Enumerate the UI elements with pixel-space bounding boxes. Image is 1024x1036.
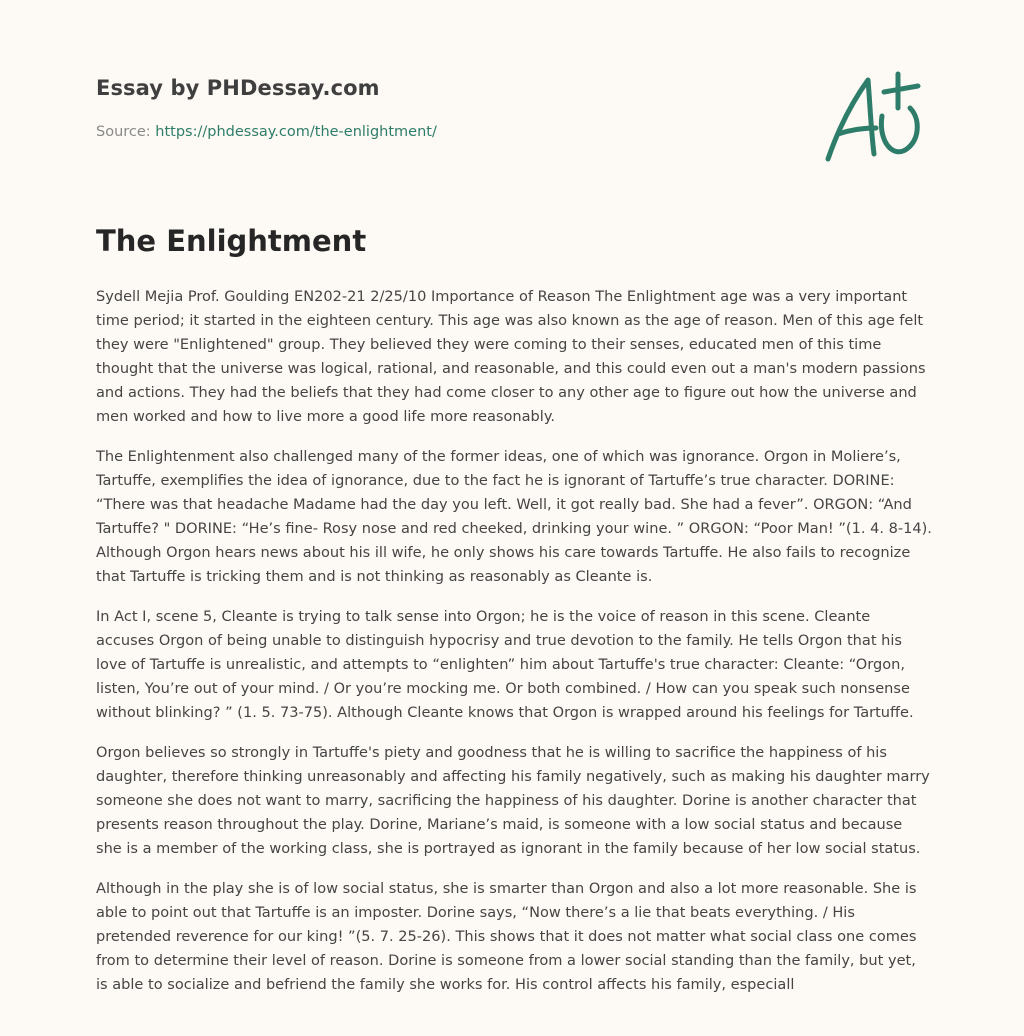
paragraph: Sydell Mejia Prof. Goulding EN202-21 2/25/10 Importance of Reason The Enlightment age was a very important time period; it started in the eighteen century. This age was also known as the age of reason. Men of this age felt they were "Enlightened" group. They believed they were coming to their senses, educated men of this time thought that the universe was logical, rational, and reasonable, and this could even out a man's modern passions and actions. They had the beliefs that they had come closer to any other age to figure out how the universe and men worked and how to live more a good life more reasonably. xyxy=(96,288,926,425)
paragraph: Orgon believes so strongly in Tartuffe's piety and goodness that he is willing to sacrifice the happiness of his daughter, therefore thinking unreasonably and affecting his family negatively, such as making his daughter marry someone she does not want to marry, sacrificing the happiness of his daughter. Dorine is another character that presents reason throughout the play. Dorine, Mariane’s maid, is someone with a low social status and because she is a member of the working class, she is portrayed as ignorant in the family because of her low social status. xyxy=(96,744,930,857)
paragraph: The Enlightenment also challenged many of the former ideas, one of which was ignorance. Orgon in Moliere’s, Tartuffe, exemplifies the idea of ignorance, due to the fact he is ignorant of Tartuffe’s true character. DORINE: “There was that headache Madame had the day you left. Well, it got really bad. She had a fever”. ORGON: “And Tartuffe? " DORINE: “He’s fine- Rosy nose and red cheeked, drinking your wine. ” ORGON: “Poor Man! ”(1. 4. 8-14). Although Orgon hears news about his ill wife, he only shows his care towards Tartuffe. He also fails to recognize that Tartuffe is tricking them and is not thinking as reasonably as Cleante is. xyxy=(96,448,932,585)
paragraph: In Act I, scene 5, Cleante is trying to talk sense into Orgon; he is the voice of reason in this scene. Cleante accuses Orgon of being unable to distinguish hypocrisy and true devotion to the family. He tells Orgon that his love of Tartuffe is unrealistic, and attempts to “enlighten” him about Tartuffe's true character: Cleante: “Orgon, listen, You’re out of your mind. / Or you’re mocking me. Or both combined. / How can you speak such nonsense without blinking? ” (1. 5. 73-75). Although Cleante knows that Orgon is wrapped around his feelings for Tartuffe. xyxy=(96,608,914,721)
source-label: Source: xyxy=(96,124,151,140)
document-title: The Enlightment xyxy=(96,224,367,258)
source-line xyxy=(96,124,437,140)
paragraph: Although in the play she is of low social status, she is smarter than Orgon and also a lot more reasonable. She is able to point out that Tartuffe is an imposter. Dorine says, “Now there’s a lie that beats everything. / His pretended reverence for our king! ”(5. 7. 25-26). This shows that it does not matter what social class one comes from to determine their level of reason. Dorine is someone from a lower social standing than the family, but yet, is able to socialize and befriend the family she works for. His control affects his family, especiall xyxy=(96,880,917,993)
a-plus-logo-icon xyxy=(824,68,928,168)
source-link[interactable]: https://phdessay.com/the-enlightment/ xyxy=(155,124,437,140)
document-body xyxy=(96,285,932,1013)
brand-title: Essay by PHDessay.com xyxy=(96,76,380,100)
page-header xyxy=(96,0,928,200)
